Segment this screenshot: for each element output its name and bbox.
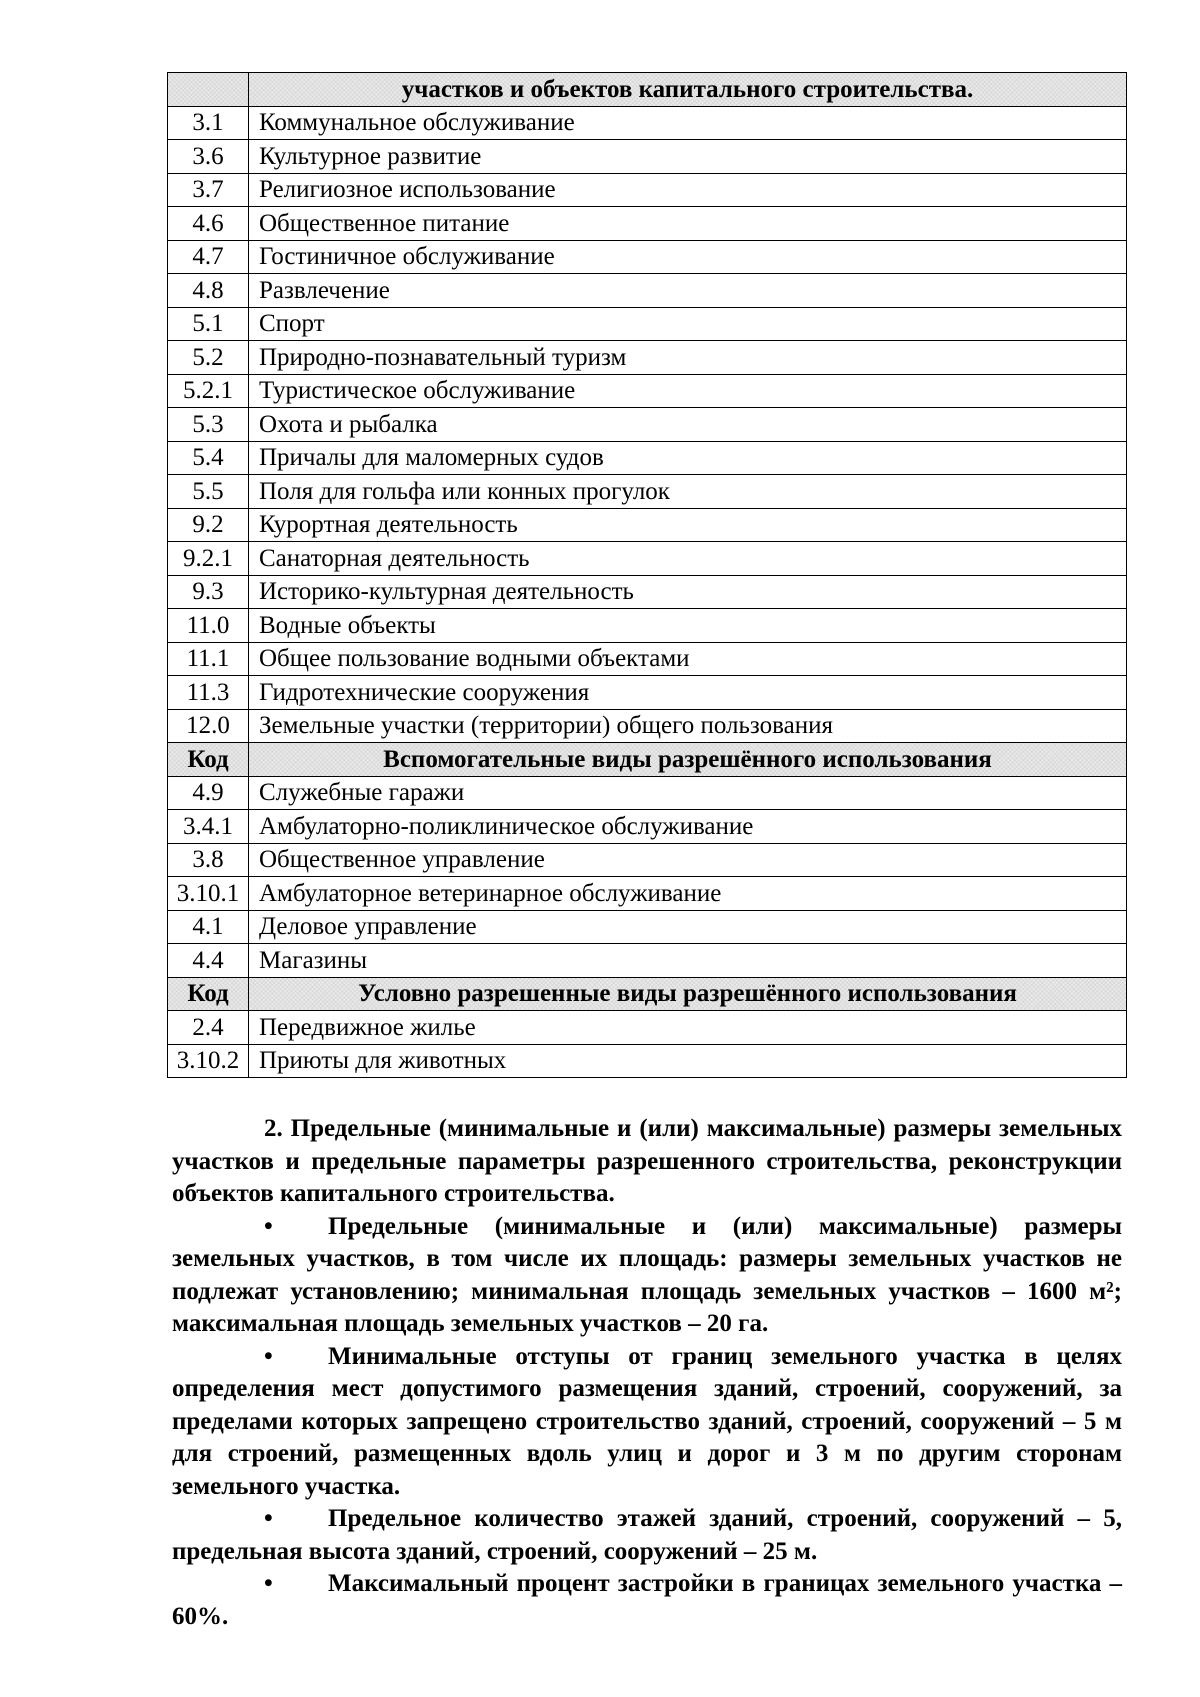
- name-cell: Поля для гольфа или конных прогулок: [249, 475, 1127, 509]
- code-cell: 9.3: [168, 575, 249, 609]
- table-row: [168, 274, 1127, 308]
- table-row: [168, 676, 1127, 710]
- code-cell: 2.4: [168, 1011, 249, 1045]
- code-cell: 4.4: [168, 944, 249, 978]
- table-row: [168, 106, 1127, 140]
- bullet-paragraph: [172, 1211, 1122, 1341]
- name-cell: Развлечение: [249, 274, 1127, 308]
- section-text: [172, 1113, 1122, 1633]
- name-cell: Общественное управление: [249, 843, 1127, 877]
- code-cell: 9.2.1: [168, 542, 249, 576]
- table-header-row: [168, 977, 1127, 1011]
- name-cell: Природно-познавательный туризм: [249, 341, 1127, 375]
- name-cell: Гостиничное обслуживание: [249, 240, 1127, 274]
- table-row: [168, 307, 1127, 341]
- table-row: [168, 240, 1127, 274]
- table-header-row: [168, 743, 1127, 777]
- name-cell: Деловое управление: [249, 910, 1127, 944]
- code-cell: 4.9: [168, 776, 249, 810]
- code-cell: 4.8: [168, 274, 249, 308]
- land-use-table: [167, 72, 1127, 1078]
- table-row: [168, 542, 1127, 576]
- table-row: [168, 776, 1127, 810]
- name-cell: Историко-культурная деятельность: [249, 575, 1127, 609]
- bullet-paragraph: [172, 1503, 1122, 1568]
- code-cell: 3.10.1: [168, 877, 249, 911]
- name-cell: Земельные участки (территории) общего пользования: [249, 709, 1127, 743]
- header-title-cell: Условно разрешенные виды разрешённого использования: [249, 977, 1127, 1011]
- code-cell: 4.6: [168, 207, 249, 241]
- name-cell: Спорт: [249, 307, 1127, 341]
- code-cell: 11.1: [168, 642, 249, 676]
- table-row: [168, 508, 1127, 542]
- bullet-icon: •: [264, 1342, 273, 1370]
- code-cell: 9.2: [168, 508, 249, 542]
- table-row: [168, 341, 1127, 375]
- name-cell: Гидротехнические сооружения: [249, 676, 1127, 710]
- header-title-cell: участков и объектов капитального строительства.: [249, 73, 1127, 107]
- bullet-text: Максимальный процент застройки в границах земельного участка – 60%.: [172, 1570, 1122, 1630]
- name-cell: Общее пользование водными объектами: [249, 642, 1127, 676]
- name-cell: Религиозное использование: [249, 173, 1127, 207]
- bullet-text: Предельное количество этажей зданий, строений, сооружений – 5, предельная высота зданий, строений, сооружений – 25 м.: [172, 1505, 1122, 1565]
- code-cell: 5.2.1: [168, 374, 249, 408]
- name-cell: Общественное питание: [249, 207, 1127, 241]
- code-cell: 4.1: [168, 910, 249, 944]
- code-cell: 5.5: [168, 475, 249, 509]
- bullet-text: Предельные (минимальные и (или) максимальные) размеры земельных участков, в том числе их площадь: размеры земельных участков не подлежат установлению; минимальная площадь земельных участков – 1600 м²; максимальная площадь земельных участков – 20 га.: [172, 1212, 1122, 1337]
- table-row: [168, 408, 1127, 442]
- bullet-icon: •: [264, 1505, 273, 1532]
- header-code-cell: Код: [168, 743, 249, 777]
- land-use-table-body: [168, 73, 1127, 1078]
- name-cell: Передвижное жилье: [249, 1011, 1127, 1045]
- name-cell: Туристическое обслуживание: [249, 374, 1127, 408]
- table-row: [168, 877, 1127, 911]
- code-cell: 3.10.2: [168, 1044, 249, 1078]
- code-cell: 11.0: [168, 609, 249, 643]
- name-cell: Причалы для маломерных судов: [249, 441, 1127, 475]
- name-cell: Культурное развитие: [249, 140, 1127, 174]
- bullet-icon: •: [264, 1212, 273, 1240]
- name-cell: Коммунальное обслуживание: [249, 106, 1127, 140]
- code-cell: 3.7: [168, 173, 249, 207]
- bullet-text: Минимальные отступы от границ земельного участка в целях определения мест допустимого размещения зданий, строений, сооружений, за пределами которых запрещено строительство зданий, строений, сооружений – 5 м для строений, размещенных вдоль улиц и дорог и 3 м по другим сторонам земельного участка.: [172, 1342, 1122, 1500]
- name-cell: Охота и рыбалка: [249, 408, 1127, 442]
- table-row: [168, 1011, 1127, 1045]
- table-row: [168, 642, 1127, 676]
- table-row: [168, 207, 1127, 241]
- header-code-cell: [168, 73, 249, 107]
- bullet-icon: •: [264, 1570, 273, 1597]
- header-title-cell: Вспомогательные виды разрешённого использования: [249, 743, 1127, 777]
- table-row: [168, 374, 1127, 408]
- code-cell: 11.3: [168, 676, 249, 710]
- code-cell: 3.6: [168, 140, 249, 174]
- code-cell: 12.0: [168, 709, 249, 743]
- bullet-paragraph: [172, 1341, 1122, 1504]
- table-row: [168, 944, 1127, 978]
- code-cell: 5.4: [168, 441, 249, 475]
- table-row: [168, 173, 1127, 207]
- code-cell: 5.2: [168, 341, 249, 375]
- name-cell: Приюты для животных: [249, 1044, 1127, 1078]
- table-row: [168, 475, 1127, 509]
- table-row: [168, 441, 1127, 475]
- table-row: [168, 609, 1127, 643]
- table-header-row: [168, 73, 1127, 107]
- table-row: [168, 1044, 1127, 1078]
- name-cell: Служебные гаражи: [249, 776, 1127, 810]
- code-cell: 4.7: [168, 240, 249, 274]
- table-row: [168, 709, 1127, 743]
- code-cell: 3.4.1: [168, 810, 249, 844]
- name-cell: Магазины: [249, 944, 1127, 978]
- name-cell: Амбулаторное ветеринарное обслуживание: [249, 877, 1127, 911]
- table-row: [168, 575, 1127, 609]
- table-row: [168, 810, 1127, 844]
- table-row: [168, 910, 1127, 944]
- name-cell: Водные объекты: [249, 609, 1127, 643]
- code-cell: 3.8: [168, 843, 249, 877]
- code-cell: 5.3: [168, 408, 249, 442]
- code-cell: 5.1: [168, 307, 249, 341]
- bullet-paragraph: [172, 1568, 1122, 1633]
- bullet-list: [172, 1211, 1122, 1634]
- header-code-cell: Код: [168, 977, 249, 1011]
- name-cell: Курортная деятельность: [249, 508, 1127, 542]
- table-row: [168, 140, 1127, 174]
- section-heading: 2. Предельные (минимальные и (или) максимальные) размеры земельных участков и предельные параметры разрешенного строительства, реконструкции объектов капитального строительства.: [172, 1115, 1122, 1207]
- code-cell: 3.1: [168, 106, 249, 140]
- name-cell: Санаторная деятельность: [249, 542, 1127, 576]
- table-row: [168, 843, 1127, 877]
- name-cell: Амбулаторно-поликлиническое обслуживание: [249, 810, 1127, 844]
